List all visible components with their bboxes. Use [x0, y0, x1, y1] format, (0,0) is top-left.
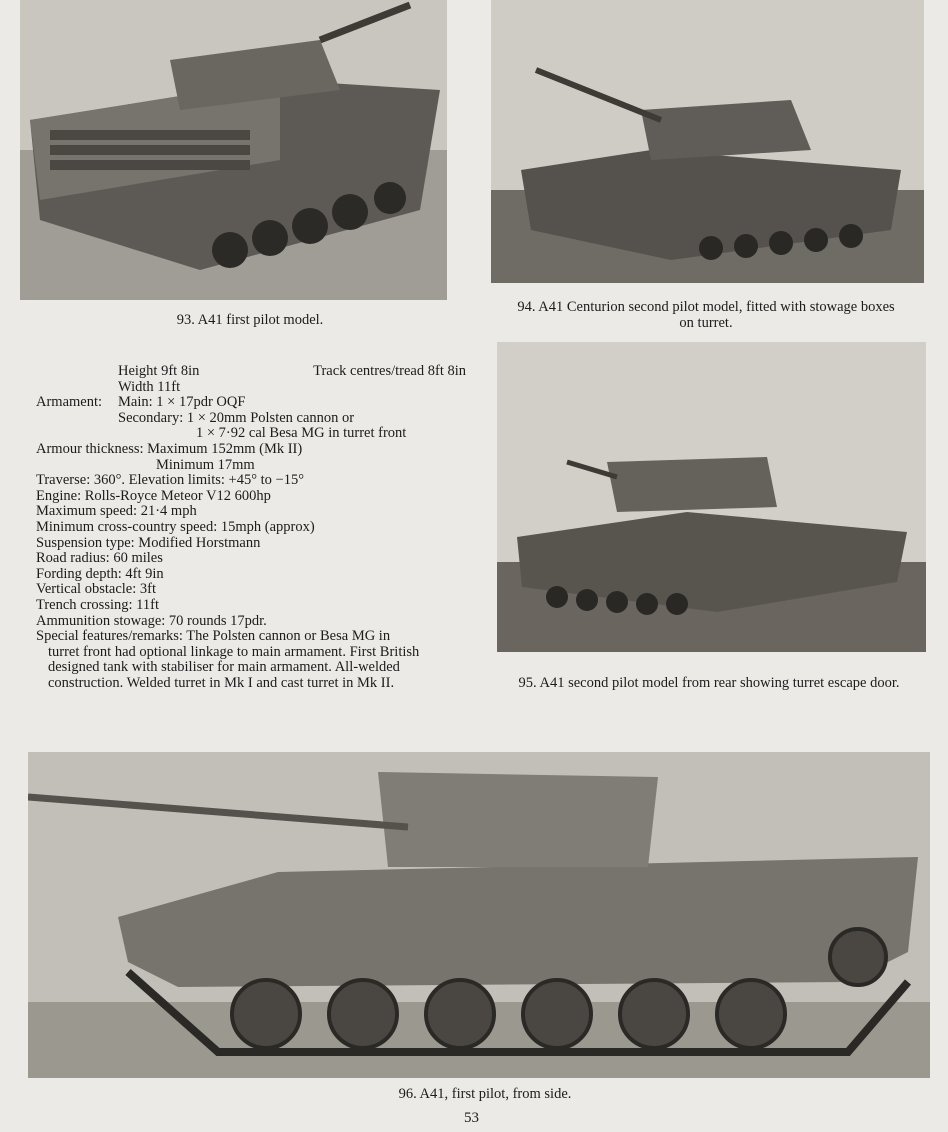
spec-special-2: turret front had optional linkage to main armament. First British designed tank with stabiliser for main armament. All-welded construction. Welded turret in Mk I and cast turret in Mk II.: [48, 643, 420, 691]
photo-95-rear-view: [497, 342, 926, 652]
spec-width: Width 11ft: [118, 378, 181, 395]
specifications-block: [36, 364, 466, 691]
caption-95: 95. A41 second pilot model from rear showing turret escape door.: [518, 675, 900, 691]
spec-track: Track centres/tread 8ft 8in: [313, 363, 466, 379]
caption-93: 93. A41 first pilot model.: [176, 312, 324, 328]
spec-armament-main: Main: 1 × 17pdr OQF: [118, 394, 246, 411]
spec-road-radius: Road radius: 60 miles: [36, 550, 163, 567]
spec-fording: Fording depth: 4ft 9in: [36, 565, 164, 582]
spec-armament-secondary-1: Secondary: 1 × 20mm Polsten cannon or: [118, 409, 355, 426]
spec-vertical: Vertical obstacle: 3ft: [36, 581, 156, 598]
spec-min-cc-speed: Minimum cross-country speed: 15mph (approx): [36, 518, 315, 535]
spec-armament-label: Armament:: [36, 394, 103, 411]
spec-max-speed: Maximum speed: 21·4 mph: [36, 503, 197, 520]
caption-94: [491, 299, 921, 331]
spec-engine: Engine: Rolls-Royce Meteor V12 600hp: [36, 487, 271, 504]
photo-96-side-view: [28, 752, 930, 1078]
caption-96: 96. A41, first pilot, from side.: [398, 1086, 572, 1102]
spec-armour-2: Minimum 17mm: [156, 456, 255, 473]
photo-93-first-pilot: [20, 0, 447, 300]
spec-armour-1: Armour thickness: Maximum 152mm (Mk II): [36, 440, 303, 457]
spec-height: Height 9ft 8in: [118, 363, 200, 379]
page-number: 53: [464, 1110, 479, 1126]
caption-94-line2: on turret.: [679, 315, 733, 331]
spec-trench: Trench crossing: 11ft: [36, 596, 159, 613]
spec-special-1: Special features/remarks: The Polsten cannon or Besa MG in: [36, 628, 391, 645]
photo-94-second-pilot: [491, 0, 924, 283]
spec-armament-secondary-2: 1 × 7·92 cal Besa MG in turret front: [196, 425, 407, 442]
spec-ammo: Ammunition stowage: 70 rounds 17pdr.: [36, 612, 267, 629]
caption-94-line1: 94. A41 Centurion second pilot model, fitted with stowage boxes: [517, 299, 895, 315]
spec-traverse: Traverse: 360°. Elevation limits: +45° to −15°: [36, 472, 305, 489]
spec-suspension: Suspension type: Modified Horstmann: [36, 534, 261, 551]
